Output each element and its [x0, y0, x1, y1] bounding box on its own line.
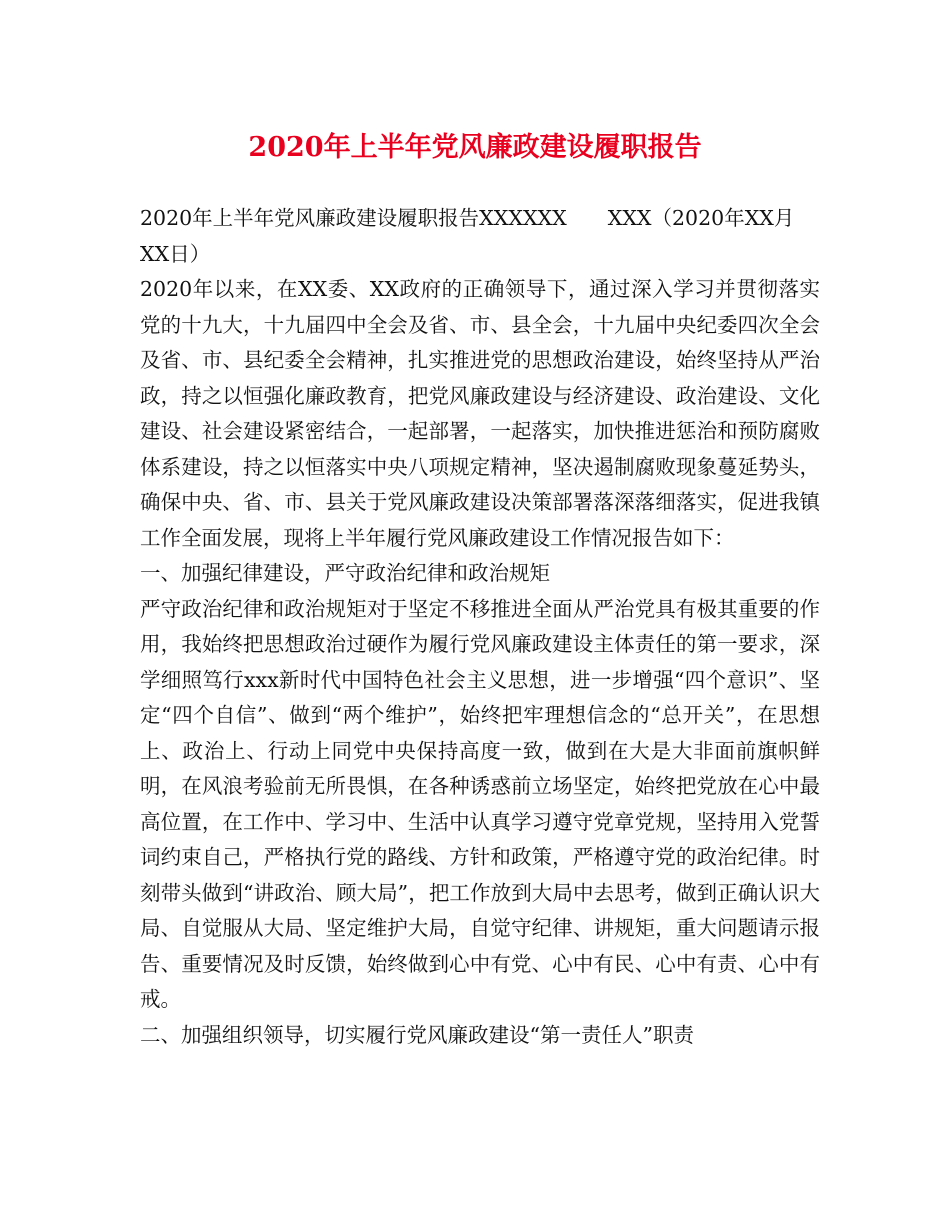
document-body [140, 201, 820, 1053]
section-heading-1: 一、加强纪律建设，严守政治纪律和政治规矩 [140, 561, 550, 585]
section-1-paragraph: 严守政治纪律和政治规矩对于坚定不移推进全面从严治党具有极其重要的作用，我始终把思想政治过硬作为履行党风廉政建设主体责任的第一要求，深学细照笃行xxx新时代中国特色社会主义思想，进一步增强“四个意识”、坚定“四个自信”、做到“两个维护”，始终把牢理想信念的“总开关”，在思想上、政治上、行动上同党中央保持高度一致，做到在大是大非面前旗帜鲜明，在风浪考验前无所畏惧，在各种诱惑前立场坚定，始终把党放在心中最高位置，在工作中、学习中、生活中认真学习遵守党章党规，坚持用入党誓词约束自己，严格执行党的路线、方针和政策，严格遵守党的政治纪律。时刻带头做到“讲政治、顾大局”，把工作放到大局中去思考，做到正确认识大局、自觉服从大局、坚定维护大局，自觉守纪律、讲规矩，重大问题请示报告、重要情况及时反馈，始终做到心中有党、心中有民、心中有责、心中有戒。 [140, 596, 820, 1011]
intro-paragraph: 2020年以来，在XX委、XX政府的正确领导下，通过深入学习并贯彻落实党的十九大，十九届四中全会及省、市、县全会，十九届中央纪委四次全会及省、市、县纪委全会精神，扎实推进党的思想政治建设，始终坚持从严治政，持之以恒强化廉政教育，把党风廉政建设与经济建设、政治建设、文化建设、社会建设紧密结合，一起部署，一起落实，加快推进惩治和预防腐败体系建设，持之以恒落实中央八项规定精神，坚决遏制腐败现象蔓延势头，确保中央、省、市、县关于党风廉政建设决策部署落深落细落实，促进我镇工作全面发展，现将上半年履行党风廉政建设工作情况报告如下： [140, 277, 820, 550]
section-heading-2: 二、加强组织领导，切实履行党风廉政建设“第一责任人”职责 [140, 1022, 694, 1047]
report-heading-line: 2020年上半年党风廉政建设履职报告XXXXXX XXX（2020年XX月XX日） [140, 206, 795, 266]
document-title: 2020年上半年党风廉政建设履职报告 [248, 132, 702, 163]
